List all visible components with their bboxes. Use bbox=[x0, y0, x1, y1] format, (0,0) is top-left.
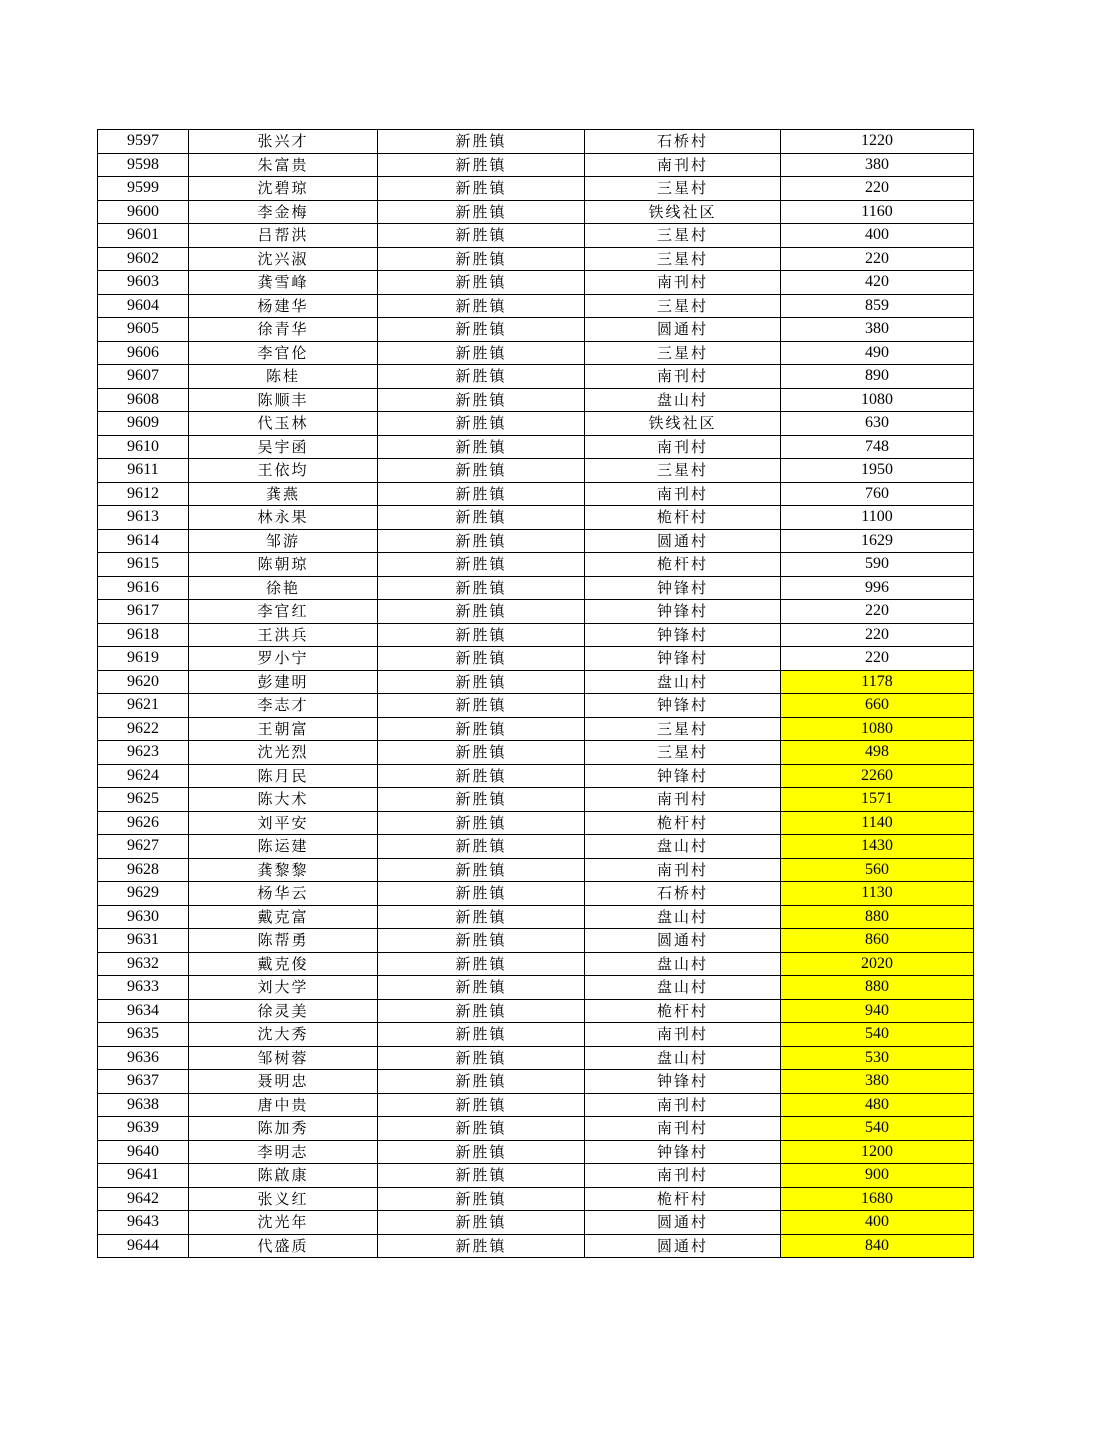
table-row bbox=[98, 294, 974, 318]
name-cell: 陈运建 bbox=[189, 835, 378, 859]
name-cell: 沈兴淑 bbox=[189, 247, 378, 271]
id-cell: 9628 bbox=[98, 858, 189, 882]
table-row bbox=[98, 153, 974, 177]
name-cell: 陈朝琼 bbox=[189, 553, 378, 577]
village-cell: 三星村 bbox=[585, 294, 781, 318]
table-row bbox=[98, 717, 974, 741]
id-cell: 9612 bbox=[98, 482, 189, 506]
village-cell: 南刊村 bbox=[585, 482, 781, 506]
table-row bbox=[98, 1234, 974, 1258]
id-cell: 9636 bbox=[98, 1046, 189, 1070]
amount-cell: 1430 bbox=[781, 835, 974, 859]
table-row bbox=[98, 670, 974, 694]
town-cell: 新胜镇 bbox=[378, 435, 585, 459]
name-cell: 戴克俊 bbox=[189, 952, 378, 976]
name-cell: 邹游 bbox=[189, 529, 378, 553]
village-cell: 桅杆村 bbox=[585, 999, 781, 1023]
town-cell: 新胜镇 bbox=[378, 1164, 585, 1188]
village-cell: 钟锋村 bbox=[585, 1140, 781, 1164]
amount-cell: 2260 bbox=[781, 764, 974, 788]
name-cell: 吴宇函 bbox=[189, 435, 378, 459]
table-row bbox=[98, 647, 974, 671]
amount-cell: 748 bbox=[781, 435, 974, 459]
village-cell: 钟锋村 bbox=[585, 764, 781, 788]
amount-cell: 880 bbox=[781, 976, 974, 1000]
town-cell: 新胜镇 bbox=[378, 717, 585, 741]
town-cell: 新胜镇 bbox=[378, 365, 585, 389]
amount-cell: 220 bbox=[781, 247, 974, 271]
amount-cell: 1130 bbox=[781, 882, 974, 906]
village-cell: 圆通村 bbox=[585, 1211, 781, 1235]
amount-cell: 220 bbox=[781, 600, 974, 624]
table-row bbox=[98, 1140, 974, 1164]
id-cell: 9608 bbox=[98, 388, 189, 412]
name-cell: 王依均 bbox=[189, 459, 378, 483]
village-cell: 钟锋村 bbox=[585, 1070, 781, 1094]
amount-cell: 1178 bbox=[781, 670, 974, 694]
id-cell: 9629 bbox=[98, 882, 189, 906]
village-cell: 圆通村 bbox=[585, 1234, 781, 1258]
amount-cell: 1080 bbox=[781, 717, 974, 741]
table-row bbox=[98, 811, 974, 835]
table-body bbox=[98, 130, 974, 1258]
name-cell: 沈光年 bbox=[189, 1211, 378, 1235]
amount-cell: 2020 bbox=[781, 952, 974, 976]
name-cell: 彭建明 bbox=[189, 670, 378, 694]
table-row bbox=[98, 576, 974, 600]
name-cell: 陈帮勇 bbox=[189, 929, 378, 953]
amount-cell: 380 bbox=[781, 318, 974, 342]
table-row bbox=[98, 1046, 974, 1070]
id-cell: 9601 bbox=[98, 224, 189, 248]
table-row bbox=[98, 130, 974, 154]
amount-cell: 880 bbox=[781, 905, 974, 929]
name-cell: 沈光烈 bbox=[189, 741, 378, 765]
amount-cell: 1220 bbox=[781, 130, 974, 154]
village-cell: 桅杆村 bbox=[585, 1187, 781, 1211]
amount-cell: 860 bbox=[781, 929, 974, 953]
name-cell: 沈碧琼 bbox=[189, 177, 378, 201]
id-cell: 9598 bbox=[98, 153, 189, 177]
id-cell: 9616 bbox=[98, 576, 189, 600]
table-row bbox=[98, 247, 974, 271]
town-cell: 新胜镇 bbox=[378, 130, 585, 154]
town-cell: 新胜镇 bbox=[378, 341, 585, 365]
name-cell: 林永果 bbox=[189, 506, 378, 530]
town-cell: 新胜镇 bbox=[378, 529, 585, 553]
amount-cell: 1950 bbox=[781, 459, 974, 483]
table-row bbox=[98, 764, 974, 788]
table-row bbox=[98, 1117, 974, 1141]
town-cell: 新胜镇 bbox=[378, 459, 585, 483]
amount-cell: 220 bbox=[781, 623, 974, 647]
name-cell: 陈加秀 bbox=[189, 1117, 378, 1141]
table-row bbox=[98, 882, 974, 906]
town-cell: 新胜镇 bbox=[378, 694, 585, 718]
amount-cell: 380 bbox=[781, 153, 974, 177]
village-cell: 圆通村 bbox=[585, 929, 781, 953]
town-cell: 新胜镇 bbox=[378, 976, 585, 1000]
village-cell: 南刊村 bbox=[585, 271, 781, 295]
town-cell: 新胜镇 bbox=[378, 1117, 585, 1141]
name-cell: 李官红 bbox=[189, 600, 378, 624]
name-cell: 唐中贵 bbox=[189, 1093, 378, 1117]
town-cell: 新胜镇 bbox=[378, 247, 585, 271]
name-cell: 陈月民 bbox=[189, 764, 378, 788]
id-cell: 9634 bbox=[98, 999, 189, 1023]
id-cell: 9633 bbox=[98, 976, 189, 1000]
village-cell: 盘山村 bbox=[585, 835, 781, 859]
village-cell: 南刊村 bbox=[585, 1093, 781, 1117]
table-row bbox=[98, 835, 974, 859]
table-row bbox=[98, 976, 974, 1000]
id-cell: 9627 bbox=[98, 835, 189, 859]
amount-cell: 540 bbox=[781, 1023, 974, 1047]
table-row bbox=[98, 1211, 974, 1235]
village-cell: 盘山村 bbox=[585, 1046, 781, 1070]
table-row bbox=[98, 177, 974, 201]
name-cell: 戴克富 bbox=[189, 905, 378, 929]
town-cell: 新胜镇 bbox=[378, 153, 585, 177]
table-row bbox=[98, 1070, 974, 1094]
table-row bbox=[98, 482, 974, 506]
town-cell: 新胜镇 bbox=[378, 1070, 585, 1094]
village-cell: 盘山村 bbox=[585, 952, 781, 976]
town-cell: 新胜镇 bbox=[378, 412, 585, 436]
amount-cell: 1680 bbox=[781, 1187, 974, 1211]
table-row bbox=[98, 271, 974, 295]
id-cell: 9597 bbox=[98, 130, 189, 154]
id-cell: 9623 bbox=[98, 741, 189, 765]
village-cell: 桅杆村 bbox=[585, 811, 781, 835]
name-cell: 陈顺丰 bbox=[189, 388, 378, 412]
name-cell: 陈桂 bbox=[189, 365, 378, 389]
village-cell: 盘山村 bbox=[585, 905, 781, 929]
name-cell: 李志才 bbox=[189, 694, 378, 718]
amount-cell: 480 bbox=[781, 1093, 974, 1117]
village-cell: 南刊村 bbox=[585, 153, 781, 177]
id-cell: 9617 bbox=[98, 600, 189, 624]
village-cell: 圆通村 bbox=[585, 318, 781, 342]
village-cell: 钟锋村 bbox=[585, 576, 781, 600]
id-cell: 9639 bbox=[98, 1117, 189, 1141]
id-cell: 9609 bbox=[98, 412, 189, 436]
name-cell: 王朝富 bbox=[189, 717, 378, 741]
village-cell: 桅杆村 bbox=[585, 506, 781, 530]
town-cell: 新胜镇 bbox=[378, 600, 585, 624]
amount-cell: 660 bbox=[781, 694, 974, 718]
id-cell: 9624 bbox=[98, 764, 189, 788]
town-cell: 新胜镇 bbox=[378, 1187, 585, 1211]
data-table bbox=[97, 129, 974, 1258]
name-cell: 邹树蓉 bbox=[189, 1046, 378, 1070]
table-row bbox=[98, 435, 974, 459]
amount-cell: 400 bbox=[781, 1211, 974, 1235]
village-cell: 钟锋村 bbox=[585, 694, 781, 718]
amount-cell: 890 bbox=[781, 365, 974, 389]
id-cell: 9613 bbox=[98, 506, 189, 530]
village-cell: 南刊村 bbox=[585, 435, 781, 459]
town-cell: 新胜镇 bbox=[378, 623, 585, 647]
amount-cell: 1200 bbox=[781, 1140, 974, 1164]
table-row bbox=[98, 553, 974, 577]
table-row bbox=[98, 905, 974, 929]
id-cell: 9618 bbox=[98, 623, 189, 647]
name-cell: 李明志 bbox=[189, 1140, 378, 1164]
amount-cell: 1160 bbox=[781, 200, 974, 224]
table-row bbox=[98, 341, 974, 365]
id-cell: 9637 bbox=[98, 1070, 189, 1094]
amount-cell: 760 bbox=[781, 482, 974, 506]
village-cell: 南刊村 bbox=[585, 1023, 781, 1047]
amount-cell: 400 bbox=[781, 224, 974, 248]
table-row bbox=[98, 388, 974, 412]
amount-cell: 530 bbox=[781, 1046, 974, 1070]
town-cell: 新胜镇 bbox=[378, 177, 585, 201]
amount-cell: 560 bbox=[781, 858, 974, 882]
id-cell: 9640 bbox=[98, 1140, 189, 1164]
table-row bbox=[98, 1187, 974, 1211]
id-cell: 9603 bbox=[98, 271, 189, 295]
name-cell: 代玉林 bbox=[189, 412, 378, 436]
name-cell: 朱富贵 bbox=[189, 153, 378, 177]
amount-cell: 900 bbox=[781, 1164, 974, 1188]
id-cell: 9626 bbox=[98, 811, 189, 835]
town-cell: 新胜镇 bbox=[378, 952, 585, 976]
table-row bbox=[98, 224, 974, 248]
village-cell: 三星村 bbox=[585, 459, 781, 483]
village-cell: 盘山村 bbox=[585, 388, 781, 412]
name-cell: 代盛质 bbox=[189, 1234, 378, 1258]
id-cell: 9620 bbox=[98, 670, 189, 694]
village-cell: 桅杆村 bbox=[585, 553, 781, 577]
name-cell: 刘平安 bbox=[189, 811, 378, 835]
id-cell: 9641 bbox=[98, 1164, 189, 1188]
id-cell: 9630 bbox=[98, 905, 189, 929]
name-cell: 杨建华 bbox=[189, 294, 378, 318]
village-cell: 三星村 bbox=[585, 717, 781, 741]
name-cell: 李金梅 bbox=[189, 200, 378, 224]
id-cell: 9614 bbox=[98, 529, 189, 553]
id-cell: 9621 bbox=[98, 694, 189, 718]
id-cell: 9607 bbox=[98, 365, 189, 389]
village-cell: 石桥村 bbox=[585, 882, 781, 906]
table-row bbox=[98, 600, 974, 624]
name-cell: 陈啟康 bbox=[189, 1164, 378, 1188]
id-cell: 9622 bbox=[98, 717, 189, 741]
town-cell: 新胜镇 bbox=[378, 388, 585, 412]
name-cell: 陈大术 bbox=[189, 788, 378, 812]
town-cell: 新胜镇 bbox=[378, 811, 585, 835]
village-cell: 圆通村 bbox=[585, 529, 781, 553]
amount-cell: 996 bbox=[781, 576, 974, 600]
id-cell: 9606 bbox=[98, 341, 189, 365]
town-cell: 新胜镇 bbox=[378, 1023, 585, 1047]
town-cell: 新胜镇 bbox=[378, 1046, 585, 1070]
village-cell: 三星村 bbox=[585, 247, 781, 271]
amount-cell: 1080 bbox=[781, 388, 974, 412]
town-cell: 新胜镇 bbox=[378, 1140, 585, 1164]
id-cell: 9642 bbox=[98, 1187, 189, 1211]
table-row bbox=[98, 412, 974, 436]
town-cell: 新胜镇 bbox=[378, 741, 585, 765]
village-cell: 钟锋村 bbox=[585, 647, 781, 671]
name-cell: 龚黎黎 bbox=[189, 858, 378, 882]
id-cell: 9605 bbox=[98, 318, 189, 342]
town-cell: 新胜镇 bbox=[378, 271, 585, 295]
village-cell: 石桥村 bbox=[585, 130, 781, 154]
name-cell: 徐艳 bbox=[189, 576, 378, 600]
town-cell: 新胜镇 bbox=[378, 999, 585, 1023]
name-cell: 吕帮洪 bbox=[189, 224, 378, 248]
amount-cell: 420 bbox=[781, 271, 974, 295]
id-cell: 9638 bbox=[98, 1093, 189, 1117]
name-cell: 张兴才 bbox=[189, 130, 378, 154]
name-cell: 王洪兵 bbox=[189, 623, 378, 647]
table-row bbox=[98, 506, 974, 530]
name-cell: 刘大学 bbox=[189, 976, 378, 1000]
town-cell: 新胜镇 bbox=[378, 905, 585, 929]
town-cell: 新胜镇 bbox=[378, 858, 585, 882]
id-cell: 9599 bbox=[98, 177, 189, 201]
amount-cell: 1571 bbox=[781, 788, 974, 812]
town-cell: 新胜镇 bbox=[378, 482, 585, 506]
table-row bbox=[98, 529, 974, 553]
village-cell: 南刊村 bbox=[585, 858, 781, 882]
town-cell: 新胜镇 bbox=[378, 929, 585, 953]
name-cell: 沈大秀 bbox=[189, 1023, 378, 1047]
name-cell: 杨华云 bbox=[189, 882, 378, 906]
table-row bbox=[98, 459, 974, 483]
town-cell: 新胜镇 bbox=[378, 200, 585, 224]
village-cell: 南刊村 bbox=[585, 365, 781, 389]
id-cell: 9625 bbox=[98, 788, 189, 812]
village-cell: 盘山村 bbox=[585, 670, 781, 694]
id-cell: 9619 bbox=[98, 647, 189, 671]
table-row bbox=[98, 365, 974, 389]
name-cell: 龚雪峰 bbox=[189, 271, 378, 295]
village-cell: 南刊村 bbox=[585, 1164, 781, 1188]
table-row bbox=[98, 929, 974, 953]
id-cell: 9604 bbox=[98, 294, 189, 318]
table-row bbox=[98, 788, 974, 812]
town-cell: 新胜镇 bbox=[378, 576, 585, 600]
id-cell: 9611 bbox=[98, 459, 189, 483]
amount-cell: 1629 bbox=[781, 529, 974, 553]
table-row bbox=[98, 200, 974, 224]
village-cell: 三星村 bbox=[585, 177, 781, 201]
amount-cell: 590 bbox=[781, 553, 974, 577]
amount-cell: 490 bbox=[781, 341, 974, 365]
id-cell: 9635 bbox=[98, 1023, 189, 1047]
id-cell: 9644 bbox=[98, 1234, 189, 1258]
name-cell: 徐灵美 bbox=[189, 999, 378, 1023]
table-row bbox=[98, 318, 974, 342]
name-cell: 聂明忠 bbox=[189, 1070, 378, 1094]
id-cell: 9643 bbox=[98, 1211, 189, 1235]
table-row bbox=[98, 1093, 974, 1117]
amount-cell: 630 bbox=[781, 412, 974, 436]
town-cell: 新胜镇 bbox=[378, 224, 585, 248]
amount-cell: 1140 bbox=[781, 811, 974, 835]
name-cell: 李官伦 bbox=[189, 341, 378, 365]
amount-cell: 1100 bbox=[781, 506, 974, 530]
table-row bbox=[98, 999, 974, 1023]
town-cell: 新胜镇 bbox=[378, 1093, 585, 1117]
town-cell: 新胜镇 bbox=[378, 788, 585, 812]
id-cell: 9631 bbox=[98, 929, 189, 953]
name-cell: 张义红 bbox=[189, 1187, 378, 1211]
village-cell: 南刊村 bbox=[585, 1117, 781, 1141]
village-cell: 三星村 bbox=[585, 741, 781, 765]
id-cell: 9610 bbox=[98, 435, 189, 459]
village-cell: 三星村 bbox=[585, 341, 781, 365]
id-cell: 9632 bbox=[98, 952, 189, 976]
table-row bbox=[98, 1164, 974, 1188]
village-cell: 三星村 bbox=[585, 224, 781, 248]
amount-cell: 498 bbox=[781, 741, 974, 765]
town-cell: 新胜镇 bbox=[378, 764, 585, 788]
table-row bbox=[98, 623, 974, 647]
village-cell: 铁线社区 bbox=[585, 412, 781, 436]
town-cell: 新胜镇 bbox=[378, 553, 585, 577]
amount-cell: 220 bbox=[781, 177, 974, 201]
name-cell: 龚燕 bbox=[189, 482, 378, 506]
id-cell: 9602 bbox=[98, 247, 189, 271]
town-cell: 新胜镇 bbox=[378, 318, 585, 342]
table-row bbox=[98, 741, 974, 765]
table-row bbox=[98, 952, 974, 976]
town-cell: 新胜镇 bbox=[378, 835, 585, 859]
village-cell: 钟锋村 bbox=[585, 623, 781, 647]
town-cell: 新胜镇 bbox=[378, 294, 585, 318]
amount-cell: 940 bbox=[781, 999, 974, 1023]
village-cell: 铁线社区 bbox=[585, 200, 781, 224]
amount-cell: 220 bbox=[781, 647, 974, 671]
name-cell: 徐青华 bbox=[189, 318, 378, 342]
village-cell: 钟锋村 bbox=[585, 600, 781, 624]
amount-cell: 840 bbox=[781, 1234, 974, 1258]
village-cell: 盘山村 bbox=[585, 976, 781, 1000]
table-row bbox=[98, 694, 974, 718]
table-row bbox=[98, 858, 974, 882]
id-cell: 9600 bbox=[98, 200, 189, 224]
id-cell: 9615 bbox=[98, 553, 189, 577]
town-cell: 新胜镇 bbox=[378, 1234, 585, 1258]
amount-cell: 859 bbox=[781, 294, 974, 318]
town-cell: 新胜镇 bbox=[378, 1211, 585, 1235]
village-cell: 南刊村 bbox=[585, 788, 781, 812]
town-cell: 新胜镇 bbox=[378, 506, 585, 530]
amount-cell: 540 bbox=[781, 1117, 974, 1141]
town-cell: 新胜镇 bbox=[378, 647, 585, 671]
table-row bbox=[98, 1023, 974, 1047]
name-cell: 罗小宁 bbox=[189, 647, 378, 671]
town-cell: 新胜镇 bbox=[378, 670, 585, 694]
amount-cell: 380 bbox=[781, 1070, 974, 1094]
town-cell: 新胜镇 bbox=[378, 882, 585, 906]
